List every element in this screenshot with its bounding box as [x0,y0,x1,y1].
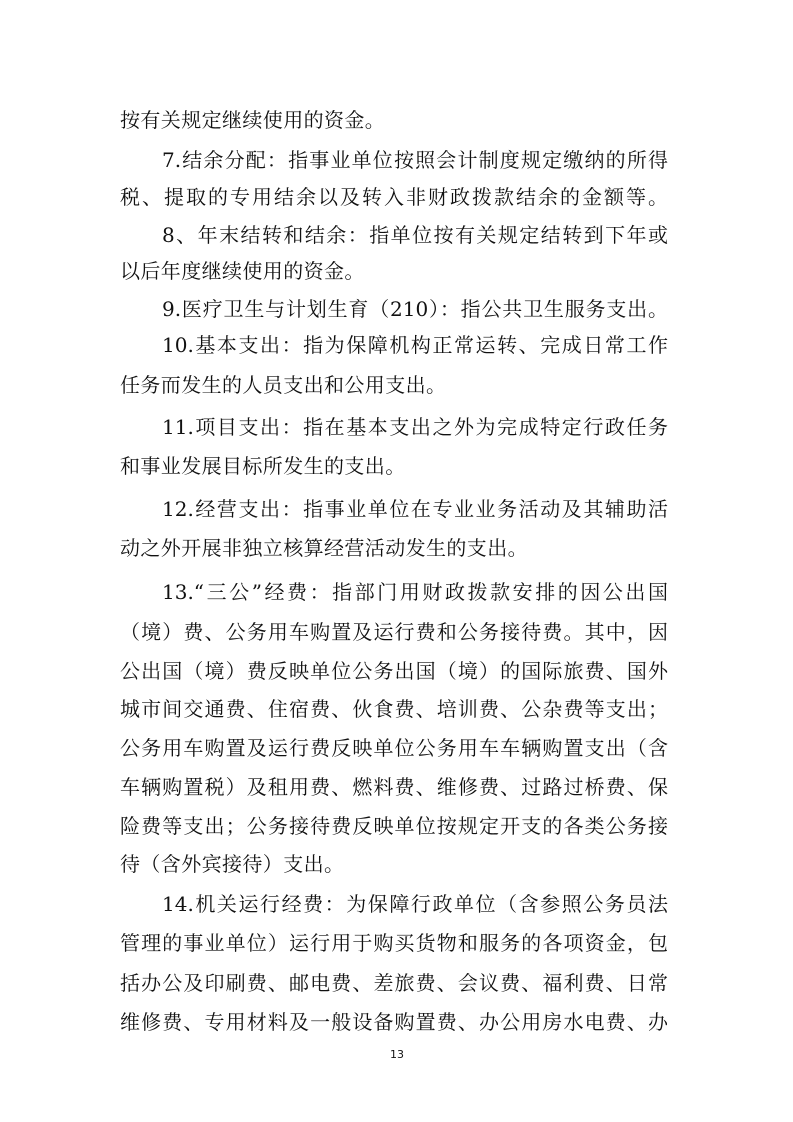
text-line: 按有关规定继续使用的资金。 [120,108,386,132]
text-line: 14.机关运行经费：为保障行政单位（含参照公务员法 [162,892,668,916]
text-line: 公务用车购置及运行费反映单位公务用车车辆购置支出（含 [120,736,668,760]
text-line: 10.基本支出：指为保障机构正常运转、完成日常工作 [162,333,668,357]
text-line: 13.“三公”经费：指部门用财政拨款安排的因公出国 [162,580,668,604]
text-line: 11.项目支出：指在基本支出之外为完成特定行政任务 [162,415,668,439]
page-number: 13 [390,1048,404,1061]
text-line: 7.结余分配：指事业单位按照会计制度规定缴纳的所得 [162,148,668,172]
text-line: 车辆购置税）及租用费、燃料费、维修费、过路过桥费、保 [120,775,668,799]
text-line: 以后年度继续使用的资金。 [120,259,365,283]
text-line: 动之外开展非独立核算经营活动发生的支出。 [120,536,528,560]
text-line: 公出国（境）费反映单位公务出国（境）的国际旅费、国外 [120,659,668,683]
text-line: 待（含外宾接待）支出。 [120,852,345,876]
text-line: 12.经营支出：指事业单位在专业业务活动及其辅助活 [162,497,668,521]
text-line: 和事业发展目标所发生的支出。 [120,454,406,478]
text-line: 8、年末结转和结余：指单位按有关规定结转到下年或 [162,223,668,247]
text-line: （境）费、公务用车购置及运行费和公务接待费。其中，因 [120,620,668,644]
text-line: 括办公及印刷费、邮电费、差旅费、会议费、福利费、日常 [120,971,668,995]
text-line: 9.医疗卫生与计划生育（210）：指公共卫生服务支出。 [162,297,668,321]
text-line: 险费等支出；公务接待费反映单位按规定开支的各类公务接 [120,814,668,838]
text-line: 管理的事业单位）运行用于购买货物和服务的各项资金，包 [120,931,668,955]
text-line: 维修费、专用材料及一般设备购置费、办公用房水电费、办 [120,1010,668,1034]
text-line: 税、提取的专用结余以及转入非财政拨款结余的金额等。 [120,185,668,209]
text-line: 城市间交通费、住宿费、伙食费、培训费、公杂费等支出； [120,697,668,721]
text-line: 任务而发生的人员支出和公用支出。 [120,373,447,397]
